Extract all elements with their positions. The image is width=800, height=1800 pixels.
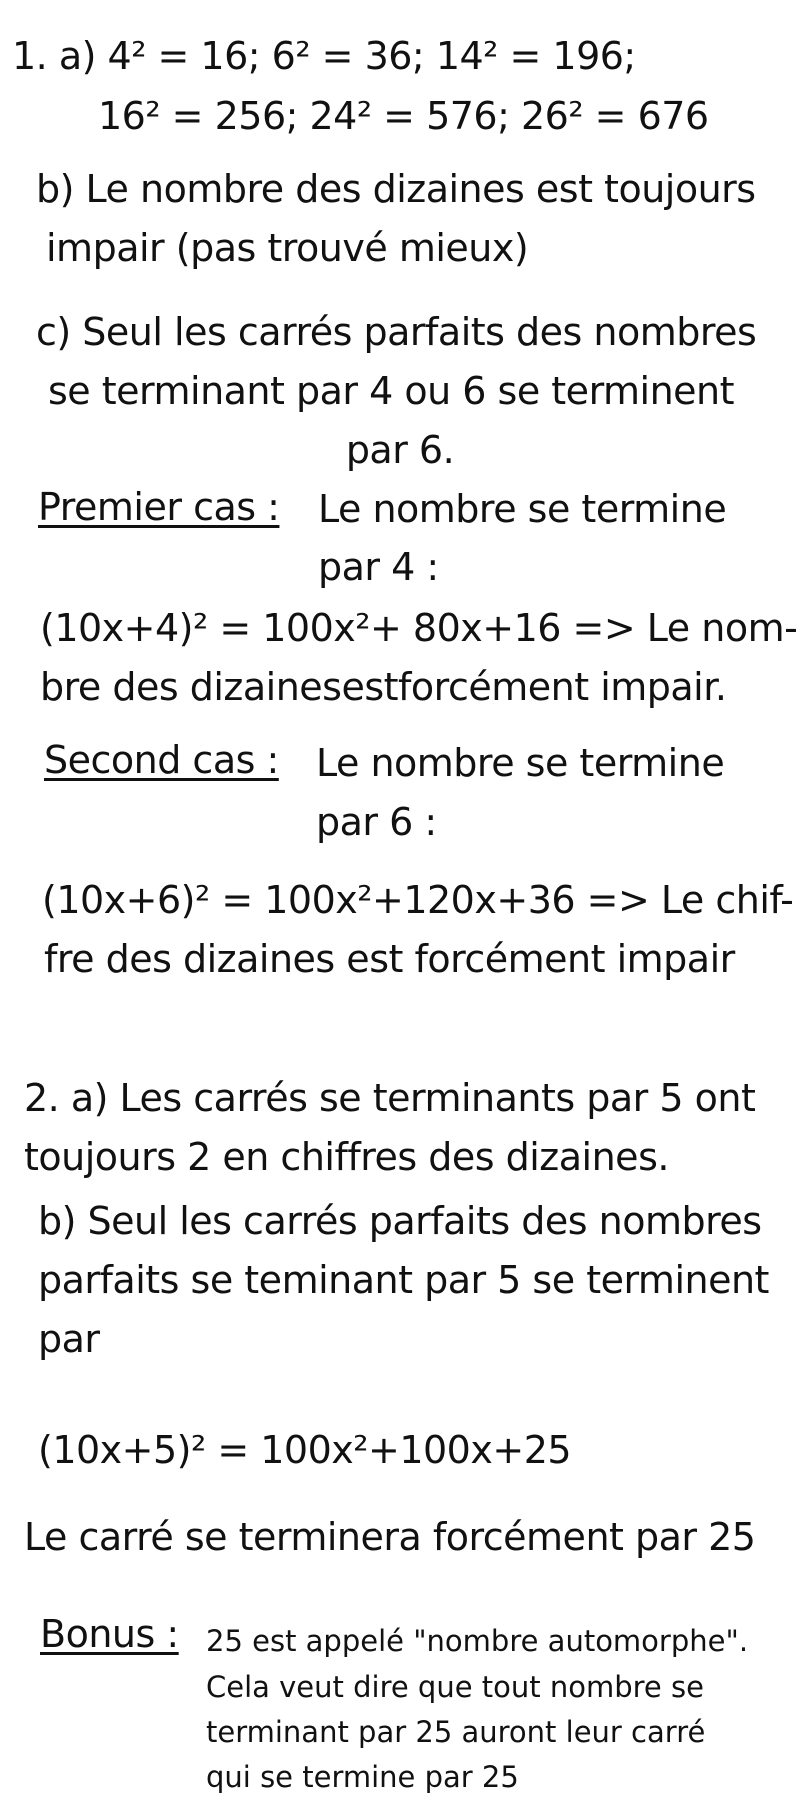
q2-b-line-3: par bbox=[38, 1317, 100, 1361]
q1-a-line-2: 16² = 256; 24² = 576; 26² = 676 bbox=[98, 94, 709, 138]
q2-a-line-2: toujours 2 en chiffres des dizaines. bbox=[24, 1135, 669, 1179]
case2-line-1: Le nombre se termine bbox=[316, 741, 725, 785]
case1-equation-line-1: (10x+4)² = 100x²+ 80x+16 => Le nom- bbox=[40, 606, 798, 650]
q2-a-line-1: 2. a) Les carrés se terminants par 5 ont bbox=[24, 1076, 756, 1120]
bonus-line-3: terminant par 25 auront leur carré bbox=[206, 1715, 706, 1749]
case1-label: Premier cas : bbox=[38, 485, 280, 529]
q2-b-line-1: b) Seul les carrés parfaits des nombres bbox=[38, 1199, 762, 1243]
case2-equation-line-2: fre des dizaines est forcément impair bbox=[44, 937, 735, 981]
bonus-line-4: qui se termine par 25 bbox=[206, 1760, 519, 1794]
q2-b-line-2: parfaits se teminant par 5 se terminent bbox=[38, 1258, 769, 1302]
q1-c-line-3: par 6. bbox=[345, 428, 455, 472]
q1-c-line-1: c) Seul les carrés parfaits des nombres bbox=[36, 310, 757, 354]
q2-equation: (10x+5)² = 100x²+100x+25 bbox=[38, 1428, 572, 1472]
q2-conclusion: Le carré se terminera forcément par 25 bbox=[24, 1515, 756, 1559]
q1-b-line-1: b) Le nombre des dizaines est toujours bbox=[36, 167, 756, 211]
case1-line-1: Le nombre se termine bbox=[318, 487, 727, 531]
q1-c-line-2: se terminant par 4 ou 6 se terminent bbox=[48, 369, 735, 413]
bonus-line-1: 25 est appelé "nombre automorphe". bbox=[206, 1624, 749, 1658]
bonus-label: Bonus : bbox=[40, 1612, 179, 1656]
case2-line-2: par 6 : bbox=[316, 800, 437, 844]
case2-equation-line-1: (10x+6)² = 100x²+120x+36 => Le chif- bbox=[42, 878, 794, 922]
q1-b-line-2: impair (pas trouvé mieux) bbox=[46, 226, 529, 270]
case1-line-2: par 4 : bbox=[318, 545, 439, 589]
q1-a-line-1: 1. a) 4² = 16; 6² = 36; 14² = 196; bbox=[12, 34, 636, 78]
bonus-line-2: Cela veut dire que tout nombre se bbox=[206, 1670, 704, 1704]
case1-equation-line-2: bre des dizainesestforcément impair. bbox=[40, 665, 727, 709]
case2-label: Second cas : bbox=[44, 738, 279, 782]
